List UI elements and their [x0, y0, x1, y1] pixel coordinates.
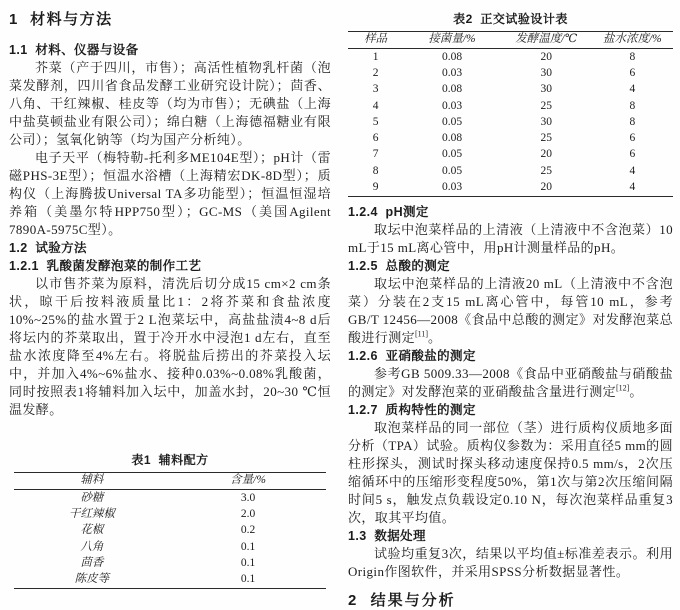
- table1-block: [9, 445, 331, 592]
- paragraph-nitrite-end: 。: [629, 383, 643, 399]
- table-cell-value: 3.0: [240, 491, 256, 504]
- table-row: [14, 539, 326, 555]
- table-row: [348, 180, 673, 197]
- section1-2-7-heading: 1.2.7 质构特性的测定: [348, 402, 476, 417]
- table-cell-brine: 4: [629, 164, 636, 177]
- table-cell-ingredient: 茴香: [80, 556, 104, 569]
- table2-header-inoculum: 接菌量/%: [428, 33, 476, 46]
- table-cell-brine: 6: [629, 132, 636, 145]
- table2-header-temperature: 发酵温度/℃: [515, 33, 578, 46]
- table-cell-sample: 4: [372, 99, 379, 112]
- section1-heading: 1 材料与方法: [9, 11, 113, 28]
- table-cell-brine: 6: [629, 66, 636, 79]
- paragraph-statistics: 试验均重复3次，结果以平均值±标准差表示。利用Origin作图软件，并采用SPSS分析数据显著性。: [348, 545, 673, 579]
- table-cell-temperature: 20: [540, 50, 552, 63]
- paragraph-process: 以市售芥菜为原料，清洗后切分成15 cm×2 cm条状，晾干后按料液质量比1：2将芥菜和食盐浓度10%~25%的盐水置于2 L泡菜坛中，高盐盐渍4~8 d后将坛内的芥菜取出，置于冷开水中浸泡1 d左右，直至盐水浓度降至4%左右。将脱盐后捞出的芥菜投入坛中，并加入4%~6%盐水、接种0.03%~0.08%乳酸菌，同时按照表1将辅料加入坛中，加盖水封，20~30 ℃恒温发酵。: [9, 276, 331, 417]
- table-row: [348, 66, 673, 82]
- paragraph-materials: 芥菜（产于四川，市售）；高活性植物乳杆菌（泡菜发酵剂，四川省食品发酵工业研究设计院）；茴香、八角、干红辣椒、桂皮等（均为市售）；无碘盐（上海中盐莫顿盐业有限公司）；绵白糖（上海德福糖业有限公司）；氢氧化钠等（均为国产分析纯）。: [9, 60, 331, 147]
- section1-2-heading: 1.2 试验方法: [9, 241, 87, 255]
- table1-body: [14, 490, 326, 589]
- paragraph-instruments: 电子天平（梅特勒-托利多ME104E型）；pH计（雷磁PHS-3E型）；恒温水浴槽（上海精宏DK-8D型）；质构仪（上海腾拔Universal TA多功能型）；恒温恒湿培养箱（美墨尔特HPP750型）；GC-MS（美国Agilent 7890A-5975C型）。: [9, 150, 331, 237]
- table-cell-sample: 8: [372, 164, 379, 177]
- table-row: [348, 147, 673, 163]
- table-cell-inoculum: 0.05: [441, 148, 463, 161]
- paragraph-total-acid-text: 取坛中泡菜样品的上清液20 mL（上清液中不含泡菜）分装在2支15 mL离心管中，每管10 mL，参考GB/T 12456—2008《食品中总酸的测定》对发酵泡菜总酸进行测定: [348, 275, 673, 345]
- table1-header-content: 含量/%: [230, 474, 266, 487]
- table-cell-ingredient: 陈皮等: [74, 573, 110, 586]
- table-cell-inoculum: 0.08: [441, 83, 463, 96]
- section1-1-heading: 1.1 材料、仪器与设备: [9, 43, 139, 57]
- table-cell-brine: 4: [629, 180, 636, 193]
- table-row: [14, 523, 326, 539]
- section1-2-4-heading: 1.2.4 pH测定: [348, 204, 429, 219]
- paragraph-texture: 取泡菜样品的同一部位（茎）进行质构仪质地多面分析（TPA）试验。质构仪参数为：采用直径5 mm的圆柱形探头，测试时探头移动速度保持0.5 mm/s，2次压缩循环中的压缩形变程度50%，第1次与第2次压缩间隔时间5 s，触发点负载设定0.10 N，每次泡菜样品重复3次，取其平均值。: [348, 419, 673, 525]
- table-cell-ingredient: 干红辣椒: [68, 507, 115, 520]
- table-cell-temperature: 25: [540, 99, 552, 112]
- table-row: [14, 555, 326, 571]
- table-row: [348, 98, 673, 114]
- table-row: [348, 49, 673, 66]
- table1-auxiliary-formula: [14, 472, 326, 589]
- table-cell-ingredient: 花椒: [80, 524, 104, 537]
- table2-block: [348, 10, 673, 197]
- table2-caption: 表2 正交试验设计表: [453, 12, 568, 26]
- table2-header-sample: 样品: [364, 33, 388, 46]
- table1-header: [14, 473, 326, 490]
- table-cell-ingredient: 砂糖: [80, 491, 104, 504]
- table-cell-sample: 5: [372, 115, 379, 128]
- table-cell-sample: 6: [372, 132, 379, 145]
- table1-caption: 表1 辅料配方: [131, 453, 209, 468]
- table2-body: [348, 49, 673, 197]
- table-cell-sample: 7: [372, 148, 379, 161]
- table-cell-temperature: 20: [540, 180, 552, 193]
- table-cell-sample: 1: [372, 50, 379, 63]
- table-cell-inoculum: 0.03: [441, 99, 463, 112]
- table-cell-inoculum: 0.08: [441, 132, 463, 145]
- table-row: [348, 32, 673, 49]
- table-cell-inoculum: 0.08: [441, 50, 463, 63]
- table-cell-brine: 4: [629, 83, 636, 96]
- citation-11: [11]: [415, 329, 429, 339]
- table-cell-temperature: 30: [540, 83, 552, 96]
- table-cell-value: 0.2: [240, 524, 256, 537]
- table-cell-inoculum: 0.03: [441, 66, 463, 79]
- table-cell-value: 2.0: [240, 507, 256, 520]
- table-cell-sample: 2: [372, 66, 379, 79]
- table-row: [348, 114, 673, 130]
- table-cell-temperature: 30: [540, 115, 552, 128]
- citation-12: [12]: [616, 383, 630, 393]
- table2-header: [348, 32, 673, 49]
- section2-heading-partial: 2 结果与分析: [348, 592, 456, 609]
- table-cell-sample: 3: [372, 83, 379, 96]
- table-cell-temperature: 30: [540, 66, 552, 79]
- table-cell-temperature: 25: [540, 132, 552, 145]
- table-row: [14, 572, 326, 589]
- table-cell-brine: 8: [629, 115, 636, 128]
- table-cell-value: 0.1: [240, 556, 256, 569]
- paragraph-total-acid-end: 。: [428, 329, 442, 345]
- table-row: [348, 163, 673, 179]
- paragraph-total-acid: [348, 275, 673, 347]
- table-cell-ingredient: 八角: [80, 540, 104, 553]
- section1-2-5-heading: 1.2.5 总酸的测定: [348, 258, 451, 273]
- right-column: [348, 8, 673, 581]
- table2-header-brine: 盐水浓度/%: [602, 33, 662, 46]
- left-column: [9, 8, 331, 592]
- table-cell-value: 0.1: [240, 540, 256, 553]
- table2-orthogonal-design: [348, 31, 673, 197]
- table-cell-temperature: 25: [540, 164, 552, 177]
- table-cell-brine: 6: [629, 148, 636, 161]
- section1-2-6-heading: 1.2.6 亚硝酸盐的测定: [348, 348, 476, 363]
- paragraph-nitrite: [348, 365, 673, 401]
- table-cell-temperature: 20: [540, 148, 552, 161]
- section1-3-heading: 1.3 数据处理: [348, 528, 426, 543]
- table-cell-brine: 8: [629, 99, 636, 112]
- table-row: [14, 473, 326, 490]
- table-row: [348, 131, 673, 147]
- table-row: [14, 490, 326, 507]
- section1-2-1-heading: 1.2.1 乳酸菌发酵泡菜的制作工艺: [9, 259, 202, 273]
- table-cell-value: 0.1: [240, 573, 256, 586]
- table-cell-brine: 8: [629, 50, 636, 63]
- paragraph-ph: 取坛中泡菜样品的上清液（上清液中不含泡菜）10 mL于15 mL离心管中，用pH计测量样品的pH。: [348, 221, 673, 255]
- table-row: [14, 507, 326, 523]
- table-cell-inoculum: 0.03: [441, 180, 463, 193]
- table-cell-inoculum: 0.05: [441, 164, 463, 177]
- table-row: [348, 82, 673, 98]
- table-cell-sample: 9: [372, 180, 379, 193]
- table1-header-ingredient: 辅料: [80, 474, 104, 487]
- table-cell-inoculum: 0.05: [441, 115, 463, 128]
- paragraph-nitrite-text: 参考GB 5009.33—2008《食品中亚硝酸盐与硝酸盐的测定》对发酵泡菜的亚硝酸盐含量进行测定: [348, 365, 673, 399]
